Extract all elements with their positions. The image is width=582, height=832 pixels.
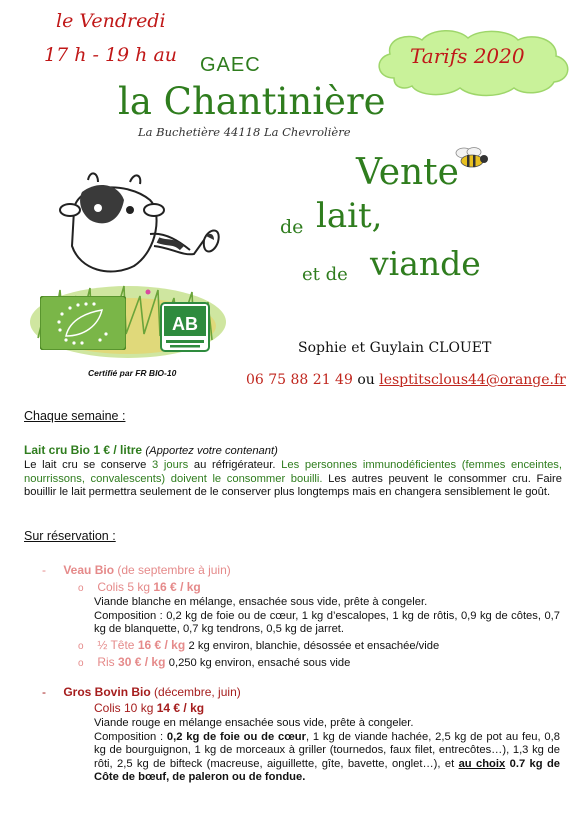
bullet-o: o (78, 641, 84, 652)
bovin-desc (94, 717, 560, 785)
veau-section (42, 563, 231, 577)
contact-or: ou (357, 372, 375, 388)
veau-tete (78, 638, 439, 652)
bovin-comp-end: 0.7 kg de Côte de bœuf, de paleron ou de fondue. (94, 757, 561, 784)
veau-colis-price: 16 € / kg (153, 580, 201, 594)
milk-text-warning: Les personnes immunodéficientes (femmes enceintes, nourrissons, convalescents) doivent le consommer bouilli. (24, 459, 563, 485)
milk-text-1: Le lait cru se conserve (24, 459, 147, 471)
cow-illustration (54, 170, 226, 280)
milk-paragraph (24, 459, 562, 500)
header-day: le Vendredi (56, 10, 166, 32)
veau-ris (78, 655, 350, 669)
tagline-lait: lait, (316, 196, 383, 236)
contact-line (246, 372, 566, 388)
bovin-colis-price: 14 € / kg (156, 701, 205, 715)
veau-colis-composition: Composition : 0,2 kg de foie ou de cœur, 1 kg d’escalopes, 1 kg de rôtis, 0,9 kg de côtes, 0,7 kg de blanquette, 0,7 kg tendrons, 0,5 kg de jarret. (94, 609, 560, 636)
header-gaec: GAEC (200, 54, 261, 76)
bovin-au-choix: au choix (458, 757, 506, 770)
phone-number[interactable]: 06 75 88 21 49 (246, 372, 353, 388)
veau-season: (de septembre à juin) (117, 563, 231, 577)
farm-name: la Chantinière (118, 80, 386, 123)
tagline-et-de: et de (302, 264, 348, 285)
bovin-section (42, 685, 241, 699)
bovin-colis-name: Colis 10 kg (94, 701, 154, 715)
eu-organic-logo (40, 296, 126, 350)
header-hours: 17 h - 19 h au (44, 44, 178, 66)
veau-colis-line1: Viande blanche en mélange, ensachée sous vide, prête à congeler. (94, 596, 428, 608)
bovin-dash: - (42, 685, 46, 699)
svg-text:AB: AB (172, 314, 198, 334)
veau-tete-name: ½ Tête (97, 638, 135, 652)
tagline-vente: Vente (356, 152, 459, 193)
bovin-title: Gros Bovin Bio (63, 685, 151, 699)
bovin-comp-rest: , 1 kg de viande hachée, 2,5 kg de pot au feu, 0,8 kg de bourguignon, 1 kg de morceaux à griller (tournedos, faux filet, entrecôtes…), 1,3 kg de rôti, 2,5 kg de bifteck (macreuse, aiguillette, gîte, bavette, onglet…), et (94, 730, 560, 770)
veau-colis (78, 580, 201, 594)
tarifs-label: Tarifs 2020 (410, 44, 525, 68)
bovin-season: (décembre, juin) (154, 685, 241, 699)
bullet-o: o (78, 583, 84, 594)
weekly-heading: Chaque semaine : (24, 409, 126, 423)
veau-dash: - (42, 563, 46, 577)
milk-title: Lait cru Bio 1 € / litre (24, 443, 143, 457)
tagline-viande: viande (370, 244, 481, 283)
veau-ris-price: 30 € / kg (118, 655, 166, 669)
veau-colis-desc (94, 596, 560, 637)
milk-note: (Apportez votre contenant) (145, 445, 278, 457)
farm-address: La Buchetière 44118 La Chevrolière (138, 125, 351, 139)
bullet-o: o (78, 658, 84, 669)
milk-text-days: 3 jours (152, 459, 189, 471)
veau-tete-desc: 2 kg environ, blanchie, désossée et ensachée/vide (188, 640, 440, 652)
bovin-colis (94, 701, 204, 715)
certification-label: Certifié par FR BIO-10 (88, 368, 177, 378)
veau-title: Veau Bio (63, 563, 115, 577)
veau-ris-name: Ris (97, 655, 115, 669)
bovin-comp-label: Composition : (94, 730, 164, 743)
email-link[interactable]: lesptitsclous44@orange.fr (379, 372, 566, 388)
milk-title-line (24, 443, 278, 457)
tagline-de: de (280, 216, 304, 238)
veau-ris-desc: 0,250 kg environ, ensaché sous vide (168, 657, 351, 669)
owners-name: Sophie et Guylain CLOUET (298, 340, 492, 356)
veau-tete-price: 16 € / kg (137, 638, 186, 652)
ab-organic-logo (160, 302, 210, 352)
bovin-composition (94, 731, 560, 785)
bovin-comp-bold: 0,2 kg de foie ou de cœur (166, 730, 306, 743)
reservation-heading: Sur réservation : (24, 529, 116, 543)
bovin-line1: Viande rouge en mélange ensachée sous vide, prête à congeler. (94, 717, 414, 729)
milk-text-2: au réfrigérateur. (193, 459, 276, 471)
milk-text-3: Les autres peuvent le consommer cru. Faire bouillir le lait permettra seulement de le conserver plus longtemps mais en changera sensiblement le goût. (24, 472, 562, 499)
veau-colis-name: Colis 5 kg (97, 580, 151, 594)
